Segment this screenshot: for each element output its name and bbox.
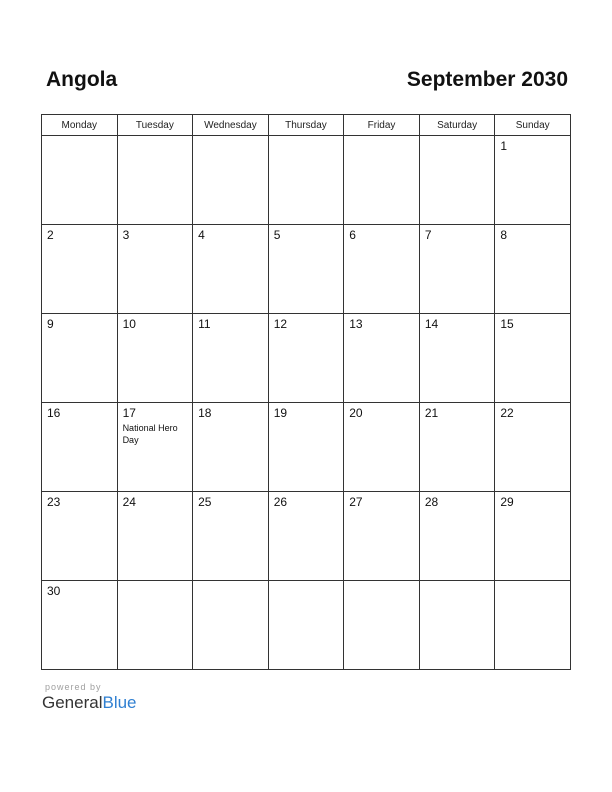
day-cell xyxy=(344,314,420,403)
country-title: Angola xyxy=(46,68,118,91)
day-number: 19 xyxy=(273,406,288,420)
day-cell xyxy=(42,492,118,581)
day-cell xyxy=(193,225,269,314)
day-cell xyxy=(495,225,571,314)
day-cell xyxy=(344,492,420,581)
day-cell xyxy=(419,403,495,492)
day-number: 8 xyxy=(500,228,508,242)
holiday-label: National Hero Day xyxy=(122,423,178,445)
day-number: 29 xyxy=(500,495,514,509)
day-cell xyxy=(42,314,118,403)
day-number xyxy=(495,581,570,585)
day-number xyxy=(269,581,344,585)
day-number: 3 xyxy=(122,228,130,242)
day-number xyxy=(420,136,495,140)
day-cell xyxy=(344,225,420,314)
day-cell xyxy=(193,492,269,581)
month-year-title: September 2030 xyxy=(406,68,568,91)
day-cell xyxy=(268,403,344,492)
day-cell xyxy=(419,581,495,670)
weekday-thursday: Thursday xyxy=(268,115,344,136)
day-cell xyxy=(193,136,269,225)
day-cell xyxy=(419,136,495,225)
day-cell xyxy=(268,225,344,314)
day-cell xyxy=(419,225,495,314)
weekday-header-row xyxy=(42,115,571,136)
day-number: 13 xyxy=(349,317,363,331)
day-cell xyxy=(117,403,193,492)
day-cell xyxy=(268,581,344,670)
day-number: 7 xyxy=(424,228,432,242)
day-number: 22 xyxy=(500,406,514,420)
day-number: 2 xyxy=(47,228,54,242)
day-number: 11 xyxy=(198,317,211,331)
day-number xyxy=(420,581,495,585)
day-number: 23 xyxy=(47,495,61,509)
day-cell xyxy=(117,314,193,403)
week-row xyxy=(42,403,571,492)
day-cell xyxy=(419,492,495,581)
day-number: 5 xyxy=(273,228,281,242)
day-cell xyxy=(193,581,269,670)
weekday-saturday: Saturday xyxy=(419,115,495,136)
day-cell xyxy=(117,581,193,670)
day-number: 20 xyxy=(349,406,363,420)
calendar-header xyxy=(44,68,568,98)
day-number xyxy=(42,136,117,140)
day-cell xyxy=(117,492,193,581)
week-row xyxy=(42,136,571,225)
week-row xyxy=(42,581,571,670)
week-row xyxy=(42,492,571,581)
week-row xyxy=(42,314,571,403)
day-number xyxy=(269,136,344,140)
day-cell xyxy=(42,403,118,492)
day-cell xyxy=(193,314,269,403)
weekday-monday: Monday xyxy=(42,115,118,136)
logo-general-text: General xyxy=(42,693,103,712)
day-number: 17 xyxy=(122,406,136,420)
day-number: 26 xyxy=(273,495,288,509)
day-number: 9 xyxy=(47,317,54,331)
day-number: 10 xyxy=(122,317,136,331)
day-number: 1 xyxy=(500,139,508,153)
day-number: 14 xyxy=(424,317,439,331)
day-cell xyxy=(495,492,571,581)
day-number: 27 xyxy=(349,495,363,509)
weekday-friday: Friday xyxy=(344,115,420,136)
day-number xyxy=(193,581,268,585)
day-number: 18 xyxy=(198,406,212,420)
powered-by-text: powered by xyxy=(45,682,102,692)
day-cell xyxy=(495,581,571,670)
day-cell xyxy=(495,136,571,225)
day-number xyxy=(344,581,419,585)
day-number xyxy=(344,136,419,140)
day-cell xyxy=(117,136,193,225)
day-cell xyxy=(344,581,420,670)
day-number xyxy=(118,136,193,140)
generalblue-logo[interactable] xyxy=(42,693,162,713)
day-cell xyxy=(344,403,420,492)
day-cell xyxy=(42,136,118,225)
weekday-tuesday: Tuesday xyxy=(117,115,193,136)
branding-footer xyxy=(42,682,162,713)
day-cell xyxy=(268,314,344,403)
weekday-sunday: Sunday xyxy=(495,115,571,136)
day-number: 4 xyxy=(198,228,205,242)
weekday-wednesday: Wednesday xyxy=(193,115,269,136)
day-cell xyxy=(419,314,495,403)
day-cell xyxy=(42,581,118,670)
day-number xyxy=(118,581,193,585)
day-cell xyxy=(193,403,269,492)
day-cell xyxy=(117,225,193,314)
day-cell xyxy=(495,403,571,492)
day-cell xyxy=(268,492,344,581)
week-row xyxy=(42,225,571,314)
day-cell xyxy=(268,136,344,225)
day-cell xyxy=(42,225,118,314)
day-number: 6 xyxy=(349,228,356,242)
day-number: 30 xyxy=(47,584,61,598)
day-number: 16 xyxy=(47,406,61,420)
day-number xyxy=(193,136,268,140)
day-number: 25 xyxy=(198,495,212,509)
day-number: 28 xyxy=(424,495,439,509)
day-number: 15 xyxy=(500,317,514,331)
day-cell xyxy=(344,136,420,225)
day-cell xyxy=(495,314,571,403)
logo-blue-text: Blue xyxy=(102,693,137,712)
day-number: 21 xyxy=(424,406,439,420)
month-calendar-grid xyxy=(41,114,571,670)
day-number: 24 xyxy=(122,495,136,509)
day-number: 12 xyxy=(273,317,288,331)
